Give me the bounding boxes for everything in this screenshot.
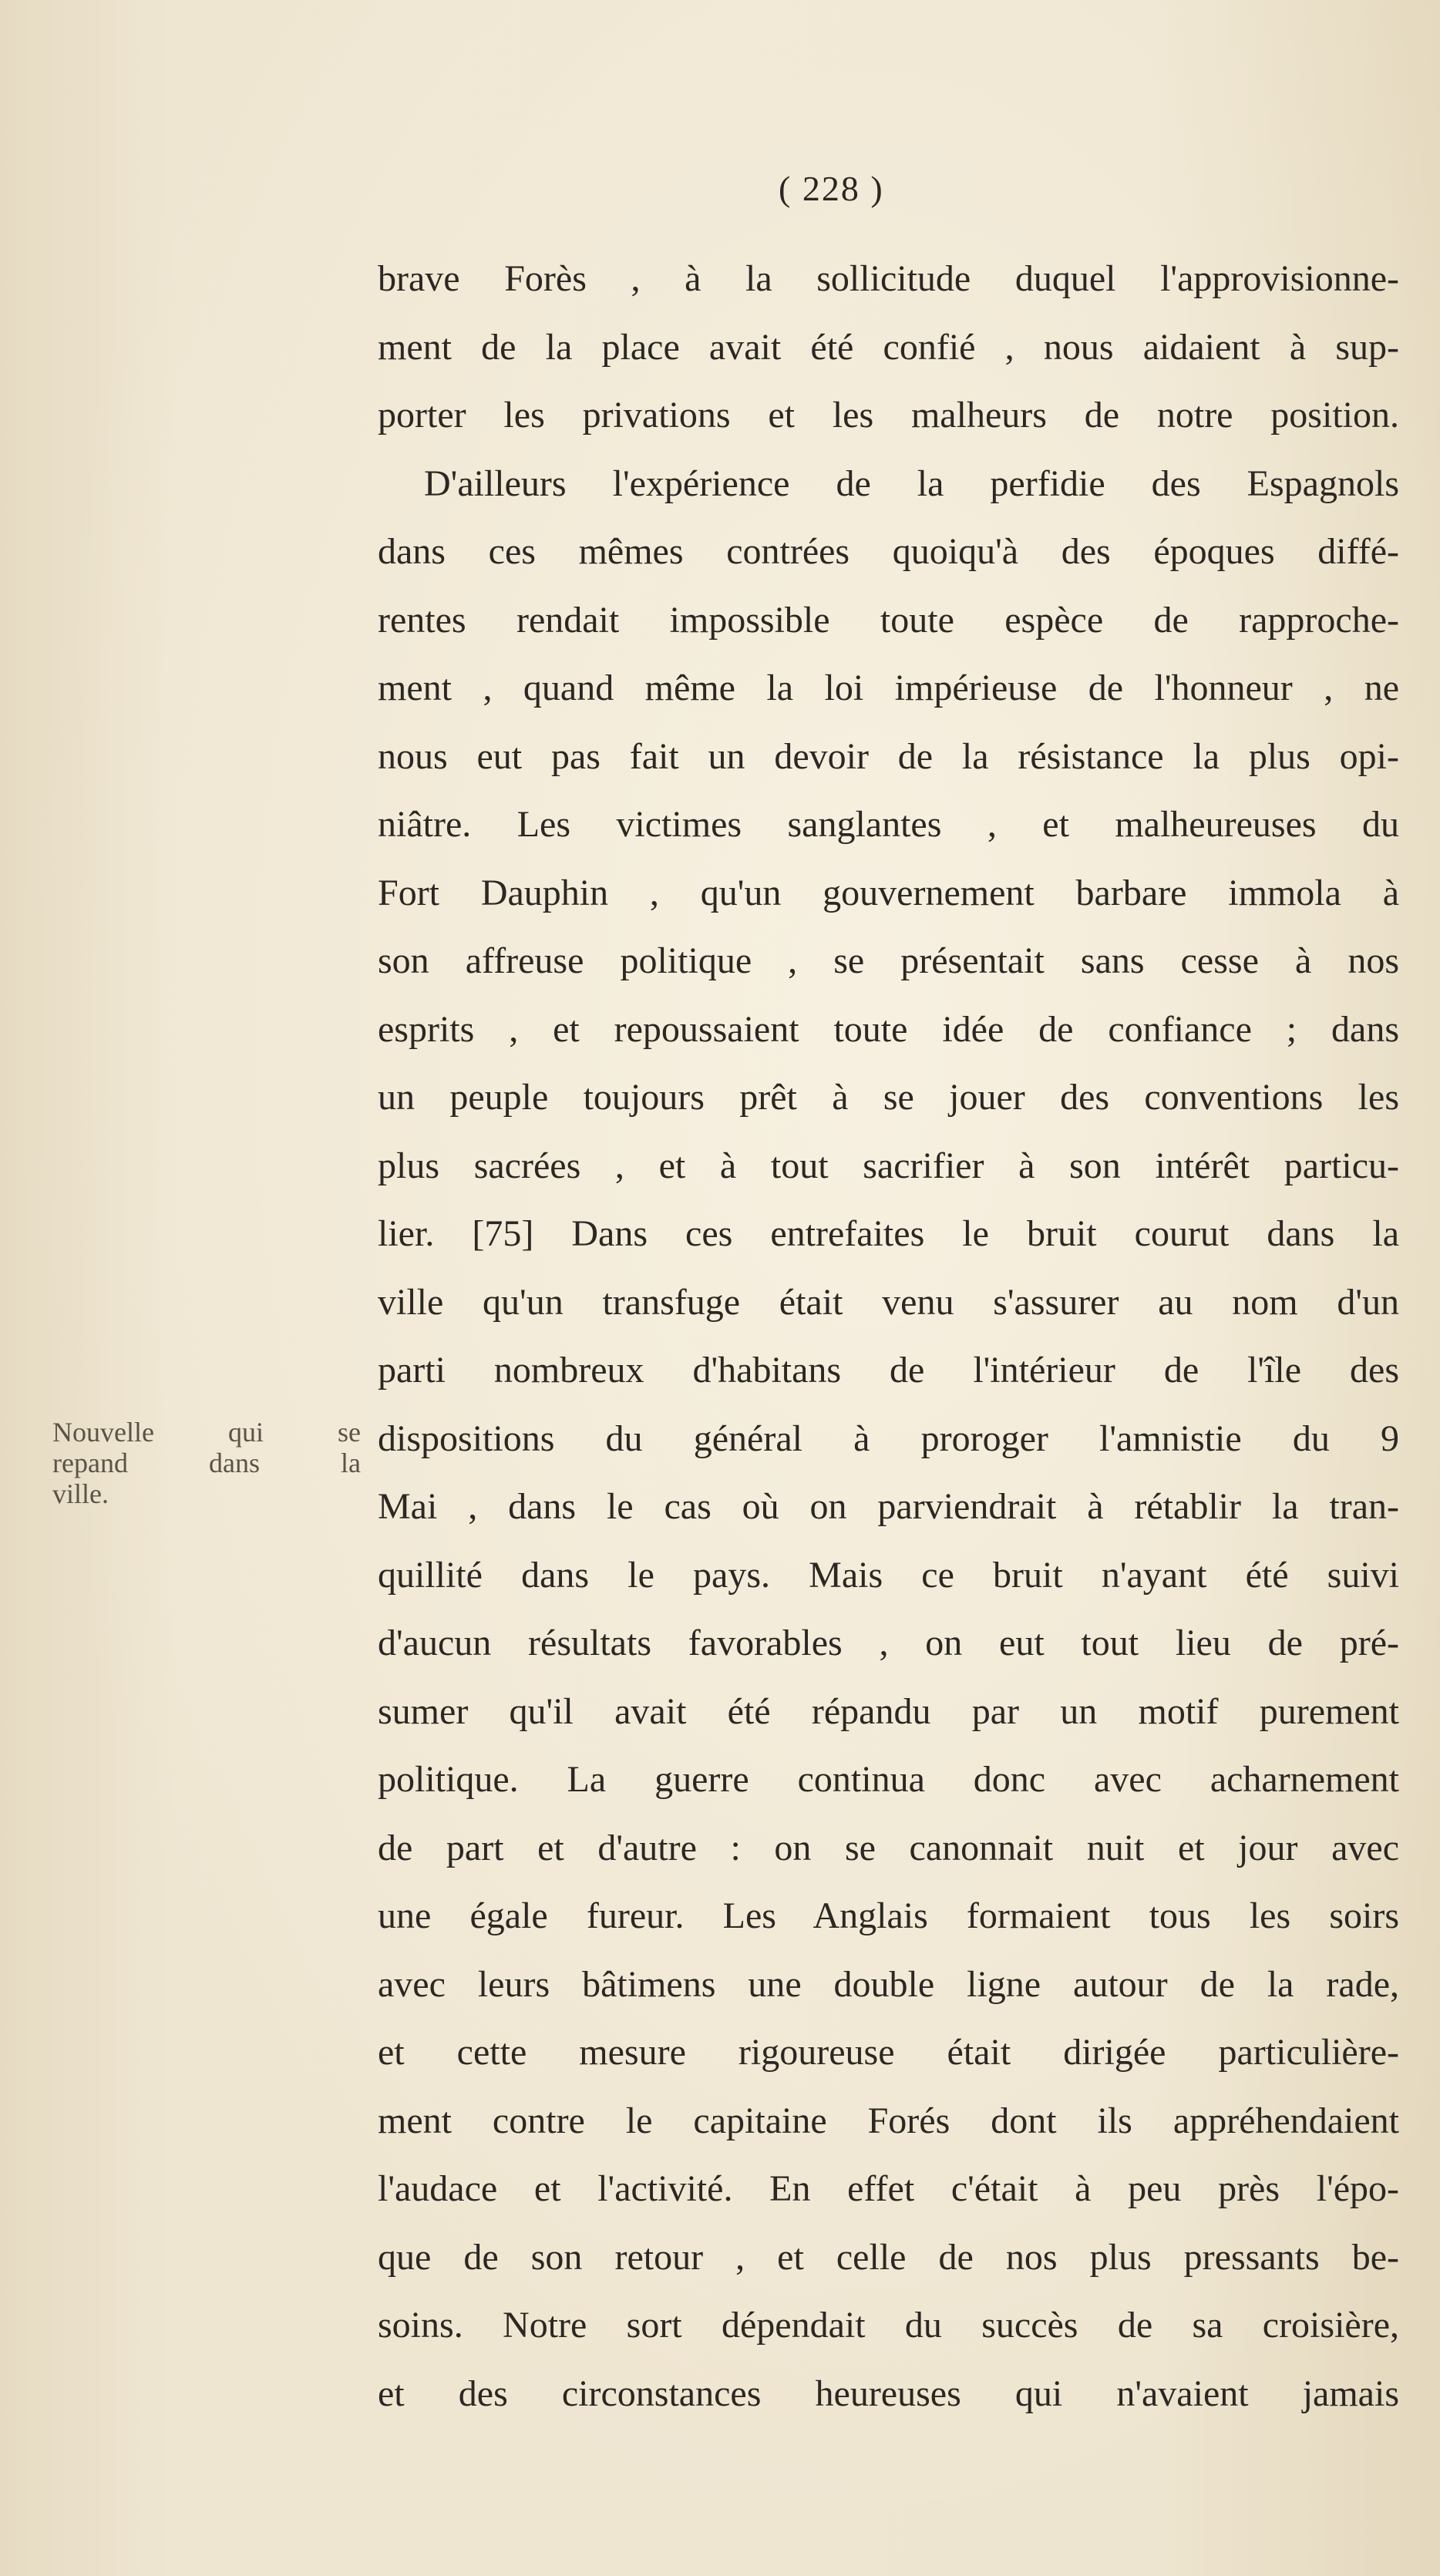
margin-note-line: ville. <box>52 1478 109 1509</box>
text-line: rentes rendait impossible toute espèce de rapproche- <box>378 599 1399 641</box>
margin-note-line: Nouvelle qui se <box>52 1417 361 1448</box>
text-line: politique. La guerre continua donc avec acharnement <box>378 1759 1399 1800</box>
text-line: esprits , et repoussaient toute idée de confiance ; dans <box>378 1008 1399 1050</box>
text-line: soins. Notre sort dépendait du succès de sa croisière, <box>378 2305 1399 2346</box>
text-line: une égale fureur. Les Anglais formaient tous les soirs <box>378 1895 1399 1936</box>
text-line: l'audace et l'activité. En effet c'était à peu près l'épo- <box>378 2168 1399 2209</box>
text-line: ment de la place avait été confié , nous aidaient à sup- <box>378 326 1399 368</box>
text-line: niâtre. Les victimes sanglantes , et malheureuses du <box>378 804 1399 845</box>
text-line: que de son retour , et celle de nos plus pressants be- <box>378 2236 1399 2278</box>
text-line: plus sacrées , et à tout sacrifier à son intérêt particu- <box>378 1145 1399 1186</box>
text-line: et cette mesure rigoureuse était dirigée particulière- <box>378 2032 1399 2073</box>
text-line: un peuple toujours prêt à se jouer des conventions les <box>378 1077 1399 1118</box>
margin-note <box>52 1417 361 1509</box>
body-text <box>378 245 1399 2428</box>
text-line: sumer qu'il avait été répandu par un motif purement <box>378 1690 1399 1732</box>
text-line: son affreuse politique , se présentait sans cesse à nos <box>378 940 1399 981</box>
text-line: brave Forès , à la sollicitude duquel l'approvisionne- <box>378 258 1399 299</box>
text-line: parti nombreux d'habitans de l'intérieur de l'île des <box>378 1350 1399 1391</box>
text-line: Mai , dans le cas où on parviendrait à rétablir la tran- <box>378 1486 1399 1527</box>
text-line: dans ces mêmes contrées quoiqu'à des époques diffé- <box>378 531 1399 572</box>
text-line: porter les privations et les malheurs de notre position. <box>378 395 1399 435</box>
margin-note-line: repand dans la <box>52 1448 361 1478</box>
text-line: nous eut pas fait un devoir de la résistance la plus opi- <box>378 735 1399 777</box>
text-line: ment , quand même la loi impérieuse de l'honneur , ne <box>378 668 1399 708</box>
text-line: d'aucun résultats favorables , on eut tout lieu de pré- <box>378 1623 1399 1663</box>
text-line: lier. [75] Dans ces entrefaites le bruit courut dans la <box>378 1213 1399 1254</box>
text-line: Fort Dauphin , qu'un gouvernement barbare immola à <box>378 872 1399 913</box>
text-line: de part et d'autre : on se canonnait nuit et jour avec <box>378 1827 1399 1868</box>
text-line: D'ailleurs l'expérience de la perfidie des Espagnols <box>424 462 1399 504</box>
text-line: ment contre le capitaine Forés dont ils appréhendaient <box>378 2100 1399 2141</box>
text-line: dispositions du général à proroger l'amnistie du 9 <box>378 1417 1399 1459</box>
text-line: quillité dans le pays. Mais ce bruit n'ayant été suivi <box>378 1554 1399 1596</box>
text-line: et des circonstances heureuses qui n'avaient jamais <box>378 2373 1399 2414</box>
page-number: ( 228 ) <box>779 169 884 208</box>
text-line: avec leurs bâtimens une double ligne autour de la rade, <box>378 1963 1399 2005</box>
text-line: ville qu'un transfuge était venu s'assurer au nom d'un <box>378 1281 1399 1323</box>
